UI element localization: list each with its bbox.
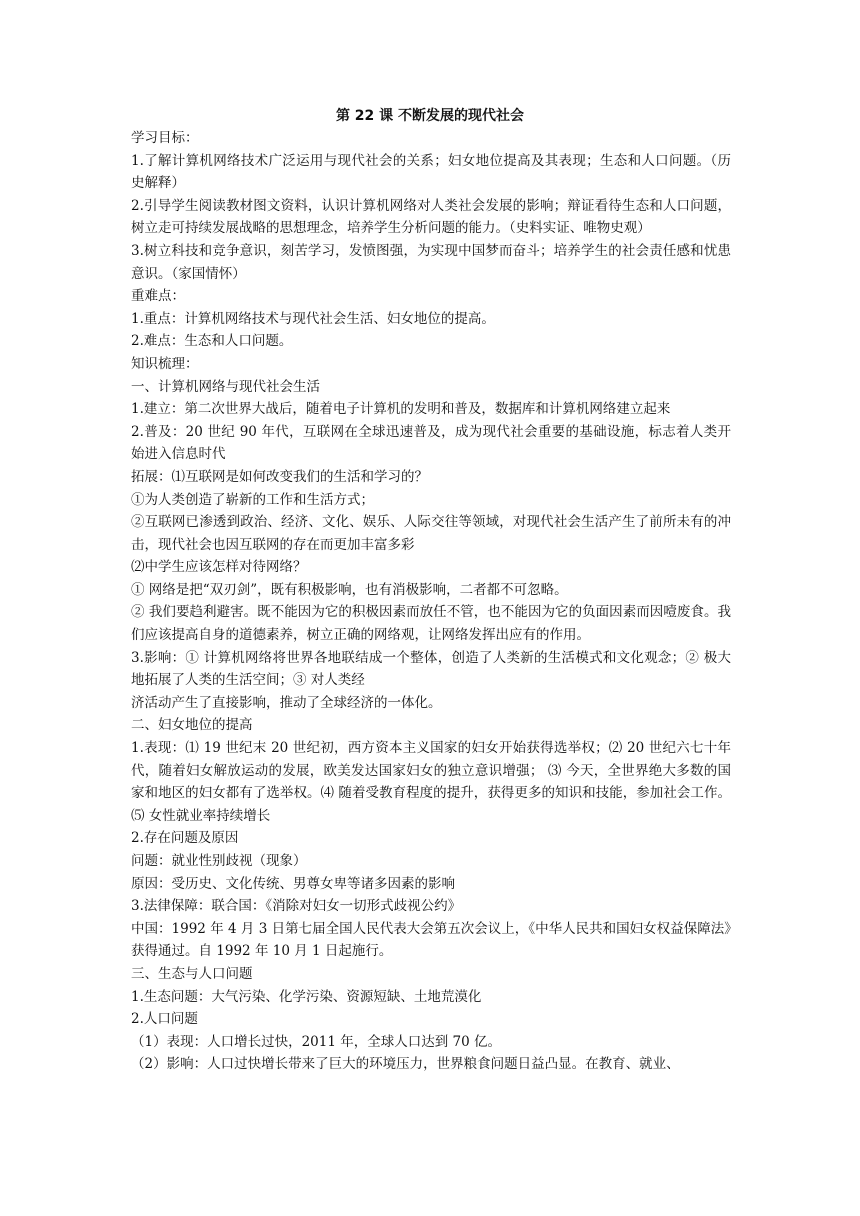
paragraph: 拓展：⑴互联网是如何改变我们的生活和学习的？	[131, 468, 428, 485]
lesson-body	[131, 127, 731, 1076]
paragraph: 3.影响：① 计算机网络将世界各地联结成一个整体，创造了人类新的生活模式和文化观念；② 极大地拓展了人类的生活空间；③ 对人类经	[131, 649, 731, 689]
paragraph: 2.普及：20 世纪 90 年代，互联网在全球迅速普及，成为现代社会重要的基础设施，标志着人类开始进入信息时代	[131, 423, 731, 463]
paragraph: 1.了解计算机网络技术广泛运用与现代社会的关系；妇女地位提高及其表现；生态和人口问题。（历史解释）	[131, 152, 731, 192]
paragraph: 1.重点：计算机网络技术与现代社会生活、妇女地位的提高。	[131, 310, 495, 327]
paragraph: 知识梳理：	[131, 355, 199, 372]
paragraph: ①为人类创造了崭新的工作和生活方式；	[131, 491, 374, 508]
paragraph: 济活动产生了直接影响，推动了全球经济的一体化。	[131, 694, 442, 711]
paragraph: 2.引导学生阅读教材图文资料，认识计算机网络对人类社会发展的影响；辩证看待生态和人口问题，树立走可持续发展战略的思想理念，培养学生分析问题的能力。（史料实证、唯物史观）	[131, 197, 731, 237]
paragraph: ① 网络是把“双刃剑”，既有积极影响，也有消极影响，二者都不可忽略。	[131, 581, 568, 598]
paragraph: 3.树立科技和竞争意识，刻苦学习，发愤图强，为实现中国梦而奋斗；培养学生的社会责任感和忧患意识。（家国情怀）	[131, 242, 731, 282]
paragraph: 原因：受历史、文化传统、男尊女卑等诸多因素的影响	[131, 875, 455, 892]
paragraph: 三、生态与人口问题	[131, 965, 253, 982]
paragraph: 一、计算机网络与现代社会生活	[131, 378, 320, 395]
paragraph: ⑵中学生应该怎样对待网络？	[131, 559, 307, 576]
paragraph: 二、妇女地位的提高	[131, 717, 253, 734]
paragraph: 2.存在问题及原因	[131, 830, 239, 847]
paragraph: ②互联网已渗透到政治、经济、文化、娱乐、人际交往等领域，对现代社会生活产生了前所未有的冲击，现代社会也因互联网的存在而更加丰富多彩	[131, 514, 731, 553]
paragraph: 1.建立：第二次世界大战后，随着电子计算机的发明和普及，数据库和计算机网络建立起来	[131, 401, 671, 418]
paragraph: 2.人口问题	[131, 1011, 198, 1028]
paragraph: 中国：1992 年 4 月 3 日第七届全国人民代表大会第五次会议上，《中华人民共和国妇女权益保障法》获得通过。自 1992 年 10 月 1 日起施行。	[131, 920, 731, 960]
paragraph: 1.表现：⑴ 19 世纪末 20 世纪初，西方资本主义国家的妇女开始获得选举权；⑵ 20 世纪六七十年代，随着妇女解放运动的发展，欧美发达国家妇女的独立意识增强； ⑶ 今天，全世界绝大多数的国家和地区的妇女都有了选举权。⑷ 随着受教育程度的提升，获得更多的知识和技能，参加社会工作。⑸ 女性就业率持续增长	[131, 740, 731, 824]
paragraph: 问题：就业性别歧视（现象）	[131, 853, 307, 869]
paragraph: 1.生态问题：大气污染、化学污染、资源短缺、土地荒漠化	[131, 988, 482, 1005]
paragraph: 学习目标：	[131, 130, 199, 146]
paragraph: 重难点：	[131, 288, 185, 305]
paragraph: （2）影响：人口过快增长带来了巨大的环境压力，世界粮食问题日益凸显。在教育、就业、	[131, 1056, 680, 1073]
paragraph: ② 我们要趋利避害。既不能因为它的积极因素而放任不管，也不能因为它的负面因素而因噎废食。我们应该提高自身的道德素养，树立正确的网络观，让网络发挥出应有的作用。	[131, 604, 731, 644]
paragraph: 3.法律保障：联合国：《消除对妇女一切形式歧视公约》	[131, 898, 462, 915]
paragraph: （1）表现：人口增长过快，2011 年，全球人口达到 70 亿。	[131, 1033, 501, 1050]
lesson-title: 第 22 课 不断发展的现代社会	[335, 108, 525, 124]
paragraph: 2.难点：生态和人口问题。	[131, 333, 293, 350]
